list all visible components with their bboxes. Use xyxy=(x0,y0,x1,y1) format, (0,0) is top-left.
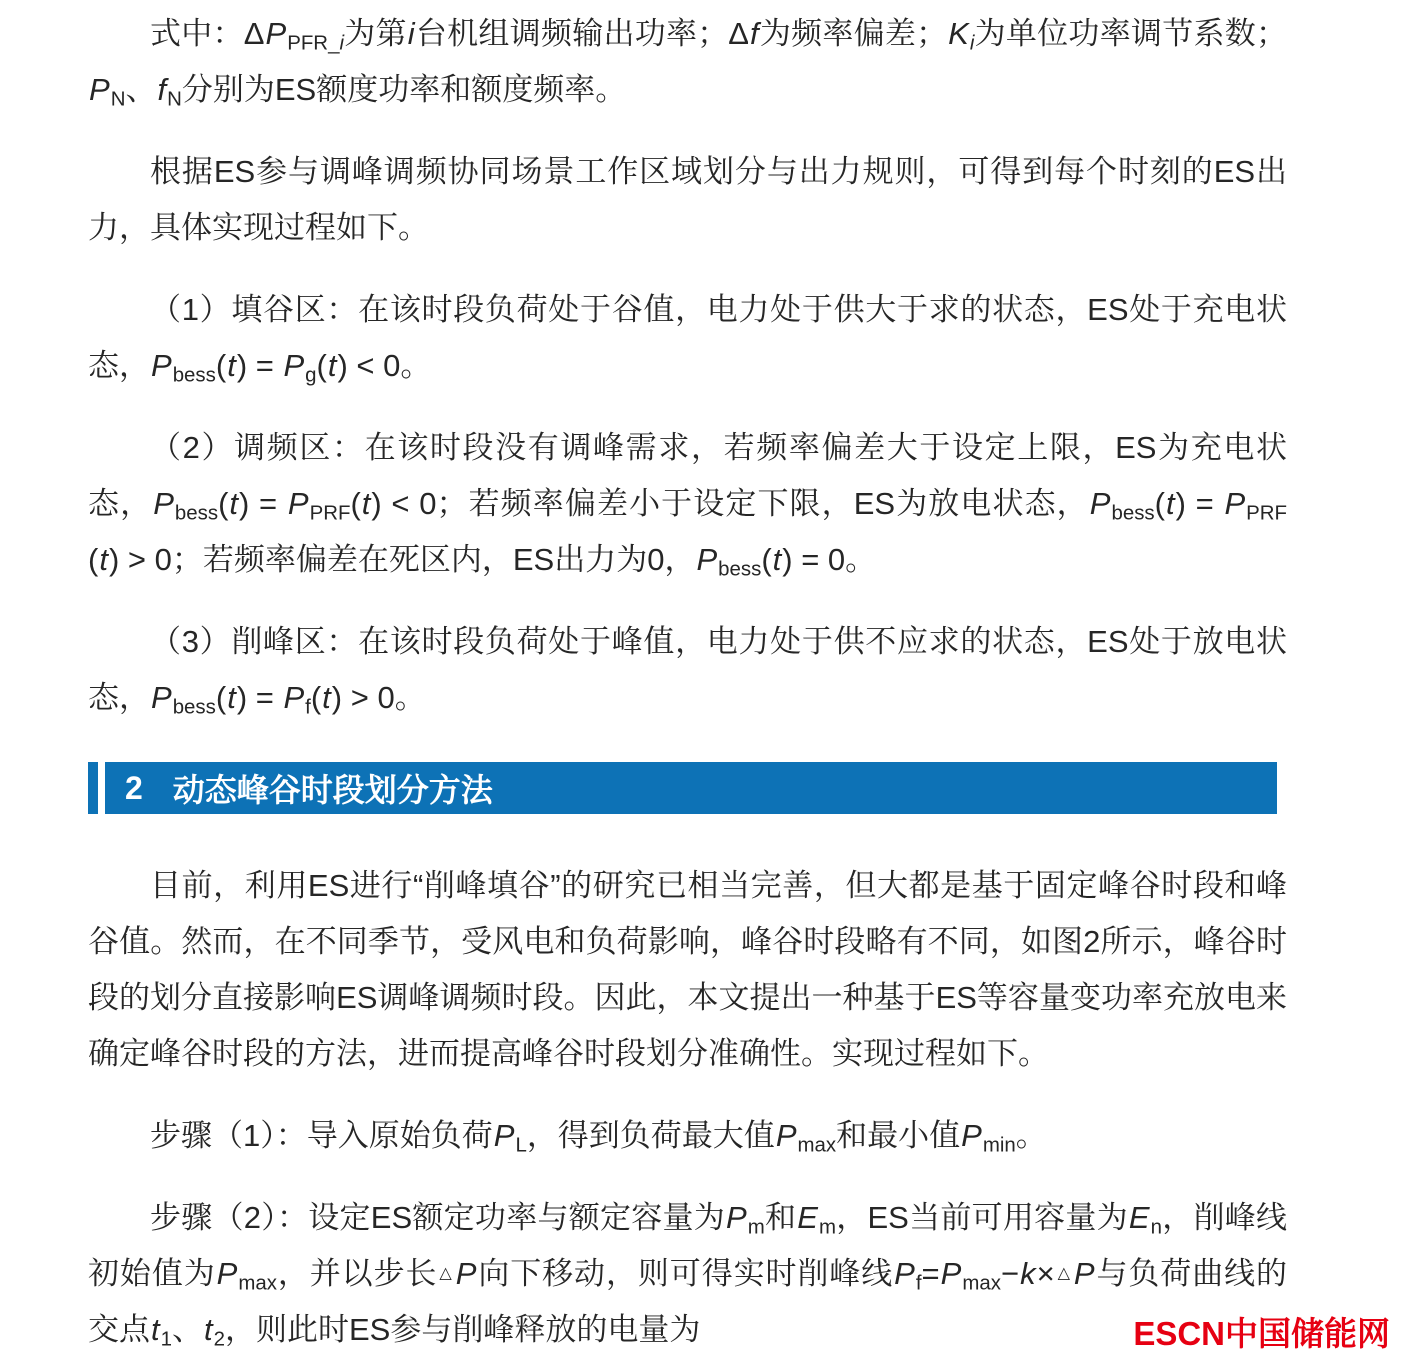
math-symbol: P xyxy=(216,1256,238,1291)
math-symbol: f xyxy=(915,1271,922,1295)
text-run: ，并以步长 xyxy=(276,1256,438,1291)
text-run: 目前，利用ES进行“削峰填谷”的研究已相当完善，但大都是基于固定峰谷时段和峰谷值。然而，在不同季节，受风电和负荷影响，峰谷时段略有不同，如图2所示，峰谷时段的划分直接影响ES调峰调频时段。因此，本文提出一种基于ES等容量变功率充放电来确定峰谷时段的方法，进而提高峰谷时段划分准确性。实现过程如下。 xyxy=(88,868,1287,1071)
math-symbol: m xyxy=(747,1215,765,1239)
text-run: （1）填谷区：在该时段负荷处于谷值，电力处于供大于求的状态，ES处于充电状态， xyxy=(88,292,1287,383)
text-run: ) = xyxy=(236,348,283,383)
math-symbol: P xyxy=(961,1118,982,1153)
math-symbol: 2 xyxy=(213,1327,225,1351)
math-symbol: P xyxy=(283,348,305,383)
math-symbol: i xyxy=(339,31,344,55)
math-symbol: PRF xyxy=(1246,501,1288,525)
math-symbol: P xyxy=(265,16,287,51)
math-symbol: i xyxy=(969,31,975,55)
paragraph-formula-explanation xyxy=(88,6,1287,118)
text-run: ( xyxy=(310,680,322,715)
math-symbol: max xyxy=(962,1271,1001,1295)
text-run: 式中：Δ xyxy=(150,16,265,51)
math-symbol: t xyxy=(151,1312,160,1347)
text-run: （3）削峰区：在该时段负荷处于峰值，电力处于供不应求的状态，ES处于放电状态， xyxy=(88,624,1287,715)
math-symbol: PFR_ xyxy=(287,31,340,55)
paragraph-step-1 xyxy=(88,1108,1287,1164)
text-run: ( xyxy=(218,486,229,521)
math-symbol: P xyxy=(151,680,172,715)
section-accent-bar xyxy=(88,762,98,814)
math-symbol: bess xyxy=(174,501,219,525)
text-run: ) = xyxy=(239,486,287,521)
math-symbol: P xyxy=(493,1118,515,1153)
escn-watermark-logo: ESCN中国储能网 xyxy=(1133,1315,1390,1352)
text-run: 与负荷曲线的交点 xyxy=(88,1256,1288,1347)
text-run: ) = xyxy=(236,680,283,715)
math-symbol: PRF xyxy=(309,501,351,525)
text-run: 分别为ES额度功率和额度频率。 xyxy=(181,72,627,107)
text-run: 为单位功率调节系数； xyxy=(974,16,1287,51)
text-run: 和 xyxy=(764,1200,797,1235)
math-symbol: P xyxy=(940,1256,962,1291)
text-run: ，ES当前可用容量为 xyxy=(835,1200,1128,1235)
math-symbol: bess xyxy=(172,695,216,719)
text-run: ，削峰线初始值为 xyxy=(88,1200,1288,1291)
text-run: ) < 0。 xyxy=(337,348,432,383)
text-run: ( xyxy=(761,542,772,577)
text-run: 和最小值 xyxy=(836,1118,961,1153)
math-symbol: n xyxy=(1150,1215,1162,1239)
section-number: 2 xyxy=(125,769,143,806)
math-symbol: P xyxy=(894,1256,915,1291)
math-symbol: t xyxy=(99,542,108,577)
math-symbol: L xyxy=(515,1133,527,1157)
math-symbol: 1 xyxy=(160,1327,172,1351)
text-run: 步骤（2）：设定ES额定功率与额定容量为 xyxy=(150,1200,726,1235)
math-symbol: P xyxy=(1089,486,1111,521)
math-symbol: max xyxy=(797,1133,837,1157)
math-symbol: P xyxy=(696,542,718,577)
text-run: （2）调频区：在该时段没有调峰需求，若频率偏差大于设定上限，ES为充电状态， xyxy=(88,430,1287,521)
math-symbol: N xyxy=(110,87,126,111)
text-run: ，则此时ES参与削峰释放的电量为 xyxy=(225,1312,701,1347)
text-run: 步骤（1）：导入原始负荷 xyxy=(150,1118,493,1153)
math-symbol: △ xyxy=(1056,1263,1071,1282)
math-symbol: k xyxy=(1020,1256,1036,1291)
math-symbol: g xyxy=(305,363,317,387)
math-symbol: t xyxy=(227,348,236,383)
math-symbol: t xyxy=(772,542,782,577)
math-symbol: t xyxy=(361,486,371,521)
section-accent-gap xyxy=(98,762,105,814)
text-run: 向下移动，则可得实时削峰线 xyxy=(477,1256,894,1291)
text-run: ) = xyxy=(1175,486,1224,521)
math-symbol: K xyxy=(948,16,969,51)
paragraph-item-3-peak-shaving xyxy=(88,614,1287,726)
text-run: 、 xyxy=(125,72,157,107)
text-run: 为频率偏差； xyxy=(759,16,948,51)
text-run: ) > 0。 xyxy=(331,680,426,715)
text-run: ( xyxy=(316,348,327,383)
math-symbol: P xyxy=(726,1200,747,1235)
paragraph-item-2-frequency-regulation xyxy=(88,420,1287,588)
math-symbol: min xyxy=(982,1133,1016,1157)
math-symbol: t xyxy=(322,680,331,715)
math-symbol: t xyxy=(227,680,236,715)
math-symbol: f xyxy=(157,72,167,107)
math-symbol: bess xyxy=(718,557,762,581)
paragraph-es-output-rule-intro xyxy=(88,144,1287,256)
text-run: ) = 0。 xyxy=(782,542,877,577)
text-run: 根据ES参与调峰调频协同场景工作区域划分与出力规则，可得到每个时刻的ES出力，具体实现过程如下。 xyxy=(88,154,1287,245)
text-run: ( xyxy=(350,486,361,521)
math-symbol: t xyxy=(327,348,337,383)
math-symbol: E xyxy=(1128,1200,1150,1235)
text-run: × xyxy=(1036,1256,1055,1291)
text-run: 台机组调频输出功率；Δ xyxy=(415,16,749,51)
text-run: ) < 0；若频率偏差小于设定下限，ES为放电状态， xyxy=(371,486,1089,521)
math-symbol: △ xyxy=(439,1263,453,1282)
math-symbol: max xyxy=(238,1271,277,1295)
math-symbol: E xyxy=(797,1200,818,1235)
math-symbol: f xyxy=(749,16,759,51)
math-symbol: bess xyxy=(172,363,216,387)
math-symbol: bess xyxy=(1111,501,1155,525)
math-symbol: t xyxy=(204,1312,213,1347)
math-symbol: P xyxy=(287,486,309,521)
text-run: = xyxy=(921,1256,940,1291)
text-run: ( xyxy=(1154,486,1165,521)
math-symbol: i xyxy=(407,16,415,51)
math-symbol: P xyxy=(153,486,174,521)
math-symbol: P xyxy=(283,680,305,715)
math-symbol: P xyxy=(151,348,172,383)
paragraph-item-1-valley-filling xyxy=(88,282,1287,394)
text-run: 为第 xyxy=(343,16,407,51)
math-symbol: f xyxy=(305,695,311,719)
text-run: ) > 0；若频率偏差在死区内，ES出力为0， xyxy=(108,542,696,577)
text-run: ，得到负荷最大值 xyxy=(526,1118,775,1153)
math-symbol: P xyxy=(1224,486,1246,521)
math-symbol: P xyxy=(89,72,110,107)
paragraph-step-2 xyxy=(88,1190,1287,1358)
section-title: 动态峰谷时段划分方法 xyxy=(172,772,493,808)
math-symbol: t xyxy=(1165,486,1175,521)
paragraph-section-2-intro xyxy=(88,858,1287,1082)
math-symbol: m xyxy=(818,1215,836,1239)
math-symbol: P xyxy=(1073,1256,1095,1291)
math-symbol: N xyxy=(167,87,182,111)
text-run: ( xyxy=(88,542,99,577)
section-heading xyxy=(88,762,1277,814)
text-run: ( xyxy=(215,680,227,715)
math-symbol: P xyxy=(775,1118,797,1153)
text-run: 、 xyxy=(172,1312,203,1347)
text-run: ( xyxy=(215,348,227,383)
text-run: 。 xyxy=(1015,1118,1047,1153)
text-run: − xyxy=(1000,1256,1020,1291)
math-symbol: P xyxy=(455,1256,477,1291)
section-banner xyxy=(105,762,1277,814)
math-symbol: t xyxy=(229,486,239,521)
